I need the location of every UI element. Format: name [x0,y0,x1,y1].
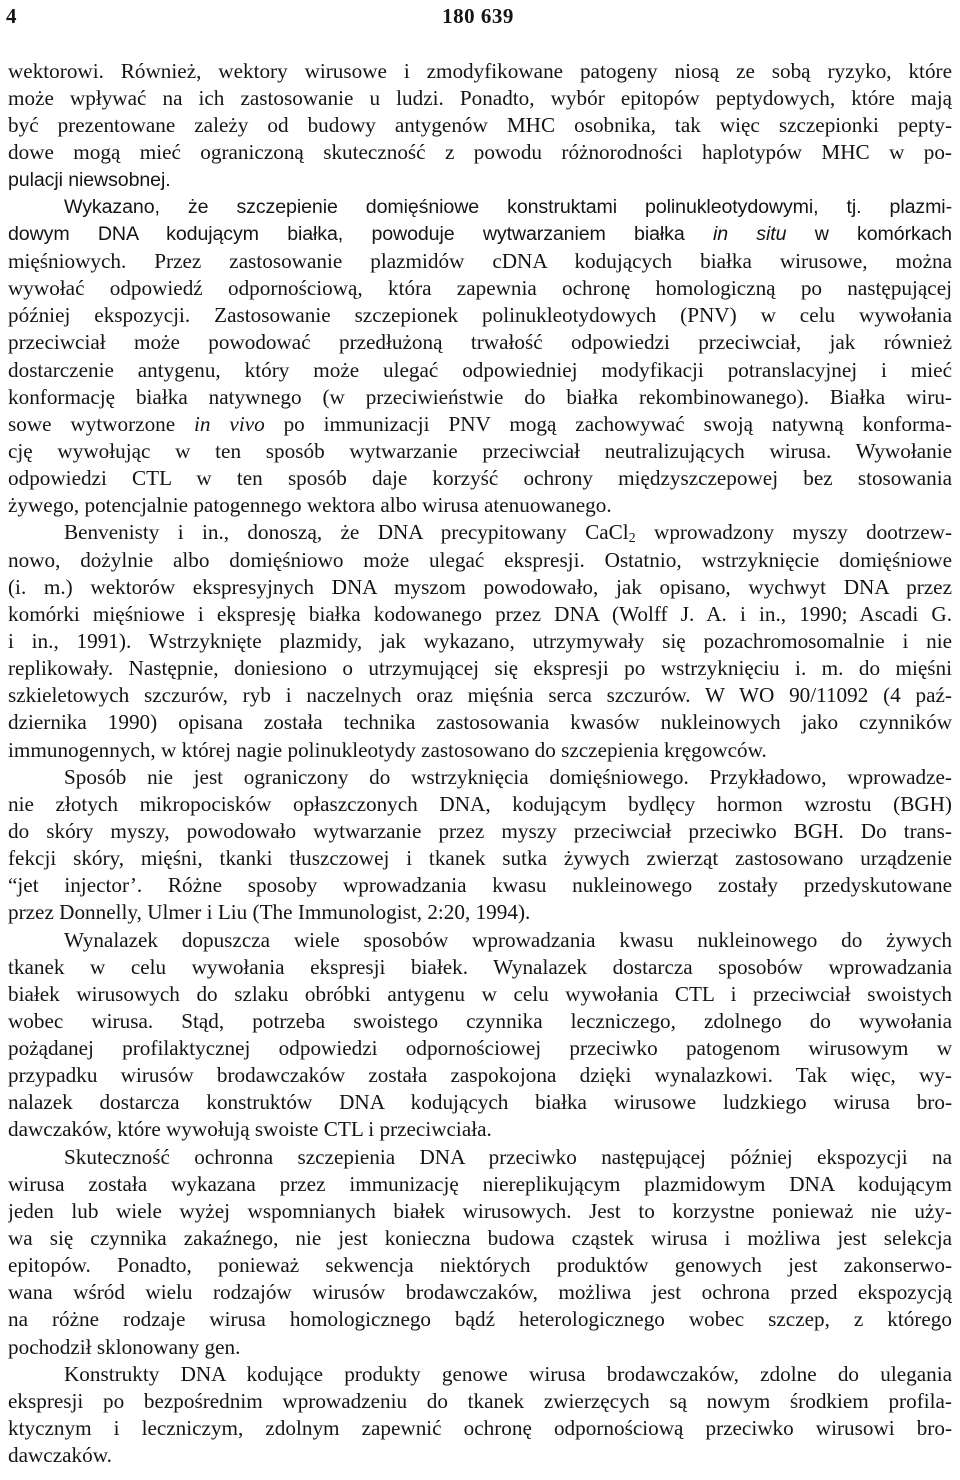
text-segment: ktycznym i leczniczym, zdolnym zapewnić ochronę odpornościową przeciwko wirusowi bro- [8,1416,952,1441]
text-line [8,628,952,655]
text-line [8,709,952,736]
text-segment: tkanek w celu wywołania ekspresji białek. Wynalazek dostarcza sposobów wprowadzania [8,954,952,979]
text-segment: (i. m.) wektorów ekspresyjnych DNA myszom powodowało, jak opisano, wychwyt DNA przez [8,574,952,599]
text-line [8,1442,952,1469]
text-line [8,275,952,302]
text-segment: wirusa została wykazana przez immunizację niereplikującym plazmidowym DNA kodującym [8,1171,952,1196]
text-segment: dowym DNA kodującym białka, powoduje wytwarzaniem białka [8,222,713,245]
text-segment: wektorowi. Również, wektory wirusowe i zmodyfikowane patogeny niosą ze sobą ryzyko, które [8,59,952,83]
text-segment: komórki mięśniowe i ekspresję białka kodowanego przez DNA (Wolff J. A. i in., 1990; Ascadi G. [8,601,952,626]
text-line [8,302,952,329]
text-segment: cję wywołując w ten sposób wytwarzanie przeciwciał neutralizujących wirusa. Wywołanie [8,438,952,463]
text-segment: być prezentowane zależy od budowy antygenów MHC osobnika, tak więc szczepionki pepty- [8,113,952,138]
text-line [8,655,952,682]
text-line [8,1252,952,1279]
text-segment: Benvenisty i in., donoszą, że DNA precypitowany CaCl [64,520,629,545]
text-line [8,737,952,764]
text-segment: Skuteczność ochronna szczepienia DNA przeciwko następującej później ekspozycji na [64,1144,952,1169]
text-line [8,1171,952,1198]
text-line [8,1035,952,1062]
text-line [8,927,952,954]
text-segment: epitopów. Ponadto, ponieważ sekwencja niektórych produktów genowych jest zakonserwo- [8,1253,952,1278]
text-segment: może wpływać na ich zastosowanie u ludzi. Ponadto, wybór epitopów peptydowych, które mają [8,86,952,111]
text-segment: dziernika 1990) opisana została technika zastosowania kwasów nukleinowych jako czynników [8,710,952,735]
text-line [8,845,952,872]
text-line [8,547,952,574]
subscript: 2 [628,531,636,547]
text-line [8,682,952,709]
text-line [8,1306,952,1333]
text-line [8,818,952,845]
text-line [8,1116,952,1143]
text-line [8,411,952,438]
text-segment: nalazek dostarcza konstruktów DNA kodujących białka wirusowe ludzkiego wirusa bro- [8,1090,952,1115]
text-segment: replikowały. Następnie, doniesiono o utrzymującej się ekspresji po wstrzyknięciu i. m. do mięśni [8,656,952,681]
text-line [8,85,952,112]
text-segment: pulacji niewsobnej. [8,168,171,191]
text-segment: ekspresji po bezpośrednim wprowadzeniu do tkanek zwierzęcych są nowym środkiem profila- [8,1388,952,1413]
italic-text: in situ [712,222,787,245]
text-segment: konformację białka natywnego (w przeciwieństwie do białka rekombinowanego). Białka wiru- [8,384,952,409]
text-segment: szkieletowych szczurów, ryb i naczelnych oraz mięśnia serca szczurów. W WO 90/11092 (4 paź- [8,683,952,708]
text-segment: później ekspozycji. Zastosowanie szczepionek polinukleotydowych (PNV) w celu wywołania [8,303,952,328]
body-text [8,58,952,1469]
text-segment: Sposób nie jest ograniczony do wstrzyknięcia domięśniowego. Przykładowo, wprowadze- [64,764,952,789]
text-segment: dawczaków. [8,1443,112,1468]
text-line [8,58,952,85]
text-line [8,1279,952,1306]
page-number: 4 [6,4,17,28]
text-line [8,1008,952,1035]
text-segment: “jet injector’. Różne sposoby wprowadzania kwasu nukleinowego zostały przedyskutowane [8,873,952,898]
text-segment: wa się czynnika zakaźnego, nie jest konieczna budowa cząstek wirusa i możliwa jest selekcja [8,1226,952,1251]
text-segment: Wykazano, że szczepienie domięśniowe konstruktami polinukleotydowymi, tj. plazmi- [64,195,952,218]
text-segment: w komórkach [786,222,952,245]
text-segment: wobec wirusa. Stąd, potrzeba swoistego czynnika leczniczego, zdolnego do wywołania [8,1008,952,1033]
text-line [8,221,952,248]
text-segment: Wynalazek dopuszcza wiele sposobów wprowadzania kwasu nukleinowego do żywych [64,927,952,952]
text-segment: na różne rodzaje wirusa homologicznego bądź heterologicznego wobec szczep, z którego [8,1307,952,1332]
text-segment: pochodził sklonowany gen. [8,1334,241,1359]
text-segment: do skóry myszy, powodowało wytwarzanie przez myszy przeciwciał przeciwko BGH. Do trans- [8,818,952,843]
text-segment: dawczaków, które wywołują swoiste CTL i przeciwciała. [8,1117,492,1142]
text-line [8,574,952,601]
page-header [6,2,950,32]
text-line [8,465,952,492]
text-line [8,329,952,356]
text-segment: sowe wytworzone [8,411,195,436]
text-segment: białek wirusowych do szlaku obróbki antygenu w celu wywołania CTL i przeciwciał swoistych [8,981,952,1006]
text-segment: żywego, potencjalnie patogennego wektora albo wirusa atenuowanego. [8,493,612,518]
document-number: 180 639 [442,4,514,28]
text-segment: nowo, dożylnie albo domięśniowo może ulegać ekspresji. Ostatnio, wstrzyknięcie domięśniowe [8,547,952,572]
text-line [8,601,952,628]
text-line [8,438,952,465]
text-segment: i in., 1991). Wstrzyknięte plazmidy, jak wykazano, utrzymywały się pozachromosomalnie i nie [8,628,952,653]
text-line [8,899,952,926]
text-line [8,1334,952,1361]
text-line [8,384,952,411]
text-line [8,248,952,275]
text-line [8,954,952,981]
text-line [8,492,952,519]
text-line [8,1225,952,1252]
text-segment: dowe mogą mieć ograniczoną skuteczność z powodu różnorodności haplotypów MHC w po- [8,140,952,165]
text-segment: wywołać odpowiedź odpornościową, która zapewnia ochronę homologiczną po następującej [8,276,952,301]
text-line [8,112,952,139]
text-line [8,764,952,791]
text-line [8,1388,952,1415]
text-segment: Konstrukty DNA kodujące produkty genowe wirusa brodawczaków, zdolne do ulegania [64,1361,952,1386]
text-segment: odpowiedzi CTL w ten sposób daje korzyść ochrony międzyszczepowej bez stosowania [8,466,952,491]
text-segment: nie złotych mikropocisków opłaszczonych DNA, kodującym bydlęcy hormon wzrostu (BGH) [8,791,952,816]
text-line [8,1361,952,1388]
italic-text: in vivo [194,411,265,436]
text-segment: wana wśród wielu rodzajów wirusów brodawczaków, możliwa jest ochrona przed ekspozycją [8,1280,952,1305]
text-segment: przez Donnelly, Ulmer i Liu (The Immunologist, 2:20, 1994). [8,900,531,925]
text-segment: pożądanej profilaktycznej odpowiedzi odpornościowej przeciwko patogenom wirusowym w [8,1036,952,1061]
text-segment: jeden lub wiele wyżej wspomnianych białek wirusowych. Jest to korzystne ponieważ nie uży- [8,1198,952,1223]
text-line [8,357,952,384]
text-line [8,139,952,166]
text-segment: fekcji skóry, mięśni, tkanki tłuszczowej i tkanek sutka żywych zwierząt zastosowano urządzenie [8,846,952,871]
text-line [8,1198,952,1225]
text-segment: po immunizacji PNV mogą zachowywać swoją natywną konforma- [264,411,952,436]
text-line [8,1144,952,1171]
text-line [8,1415,952,1442]
text-line [8,1062,952,1089]
text-line [8,167,952,194]
text-segment: mięśniowych. Przez zastosowanie plazmidów cDNA kodujących białka wirusowe, można [8,248,952,273]
text-segment: przeciwciał może powodować przedłużoną trwałość odpowiedzi przeciwciał, jak również [8,330,952,355]
text-line [8,1089,952,1116]
text-segment: przypadku wirusów brodawczaków została zaspokojona dzięki wynalazkowi. Tak więc, wy- [8,1063,952,1088]
text-line [8,981,952,1008]
text-segment: wprowadzony myszy dootrzew- [635,520,952,545]
text-line [8,194,952,221]
text-line [8,519,952,546]
text-line [8,872,952,899]
text-segment: immunogennych, w której nagie polinukleotydy zastosowano do szczepienia kręgowców. [8,737,767,762]
text-line [8,791,952,818]
text-segment: dostarczenie antygenu, który może ulegać odpowiedniej modyfikacji potranslacyjnej i mieć [8,357,952,382]
